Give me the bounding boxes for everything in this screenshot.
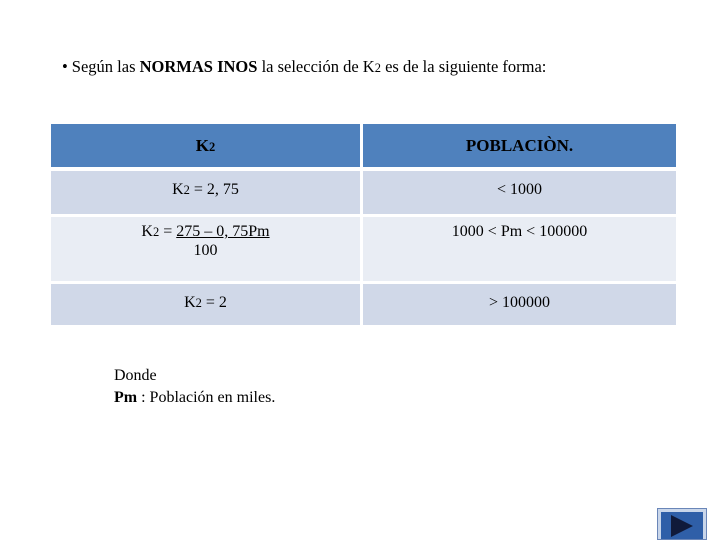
intro-text (62, 57, 546, 77)
play-next-icon (671, 515, 693, 537)
k2-sub: 2 (195, 296, 202, 310)
poblacion-cell (363, 284, 676, 325)
intro-part1: Según las (71, 57, 140, 76)
table-row (51, 167, 676, 214)
intro-part2: la selección de K (257, 57, 375, 76)
intro-subscript: 2 (374, 61, 381, 75)
k2-numerator: 275 – 0, 75Pm (176, 223, 270, 240)
intro-bold-term: NORMAS INOS (139, 57, 258, 76)
k2-cell (51, 217, 360, 281)
note-line1: Donde (114, 367, 157, 384)
k2-cell (51, 284, 360, 325)
table-row (51, 281, 676, 325)
header-poblacion (363, 124, 676, 167)
bullet: • (62, 57, 68, 76)
k2-prefix: K (184, 294, 196, 311)
poblacion-cell (363, 217, 676, 281)
k2-equals: = (159, 223, 177, 240)
k2-prefix: K (172, 181, 184, 198)
k2-sub: 2 (152, 225, 160, 239)
k2-cell (51, 171, 360, 214)
header-k2-sub: 2 (208, 139, 216, 154)
header-k2-main: K (195, 135, 209, 155)
k2-denominator: 100 (193, 242, 218, 259)
poblacion-cell (363, 171, 676, 214)
header-poblacion-label: POBLACIÒN. (465, 135, 574, 155)
table-header-row (51, 124, 676, 167)
k2-selection-table (51, 124, 676, 325)
next-slide-button[interactable] (657, 508, 707, 540)
poblacion-value: < 1000 (496, 181, 543, 198)
k2-sub: 2 (183, 183, 190, 197)
note-term: Pm (114, 389, 138, 406)
intro-part3: es de la siguiente forma: (380, 57, 547, 76)
header-k2 (51, 124, 360, 167)
k2-value: = 2 (201, 294, 227, 311)
k2-prefix: K (141, 223, 153, 240)
poblacion-value: 1000 < Pm < 100000 (451, 223, 588, 240)
note-definition: : Población en miles. (137, 389, 276, 406)
definition-note (114, 365, 275, 409)
poblacion-value: > 100000 (488, 294, 551, 311)
k2-value: = 2, 75 (189, 181, 239, 198)
table-row (51, 214, 676, 281)
note-line2 (114, 387, 275, 409)
